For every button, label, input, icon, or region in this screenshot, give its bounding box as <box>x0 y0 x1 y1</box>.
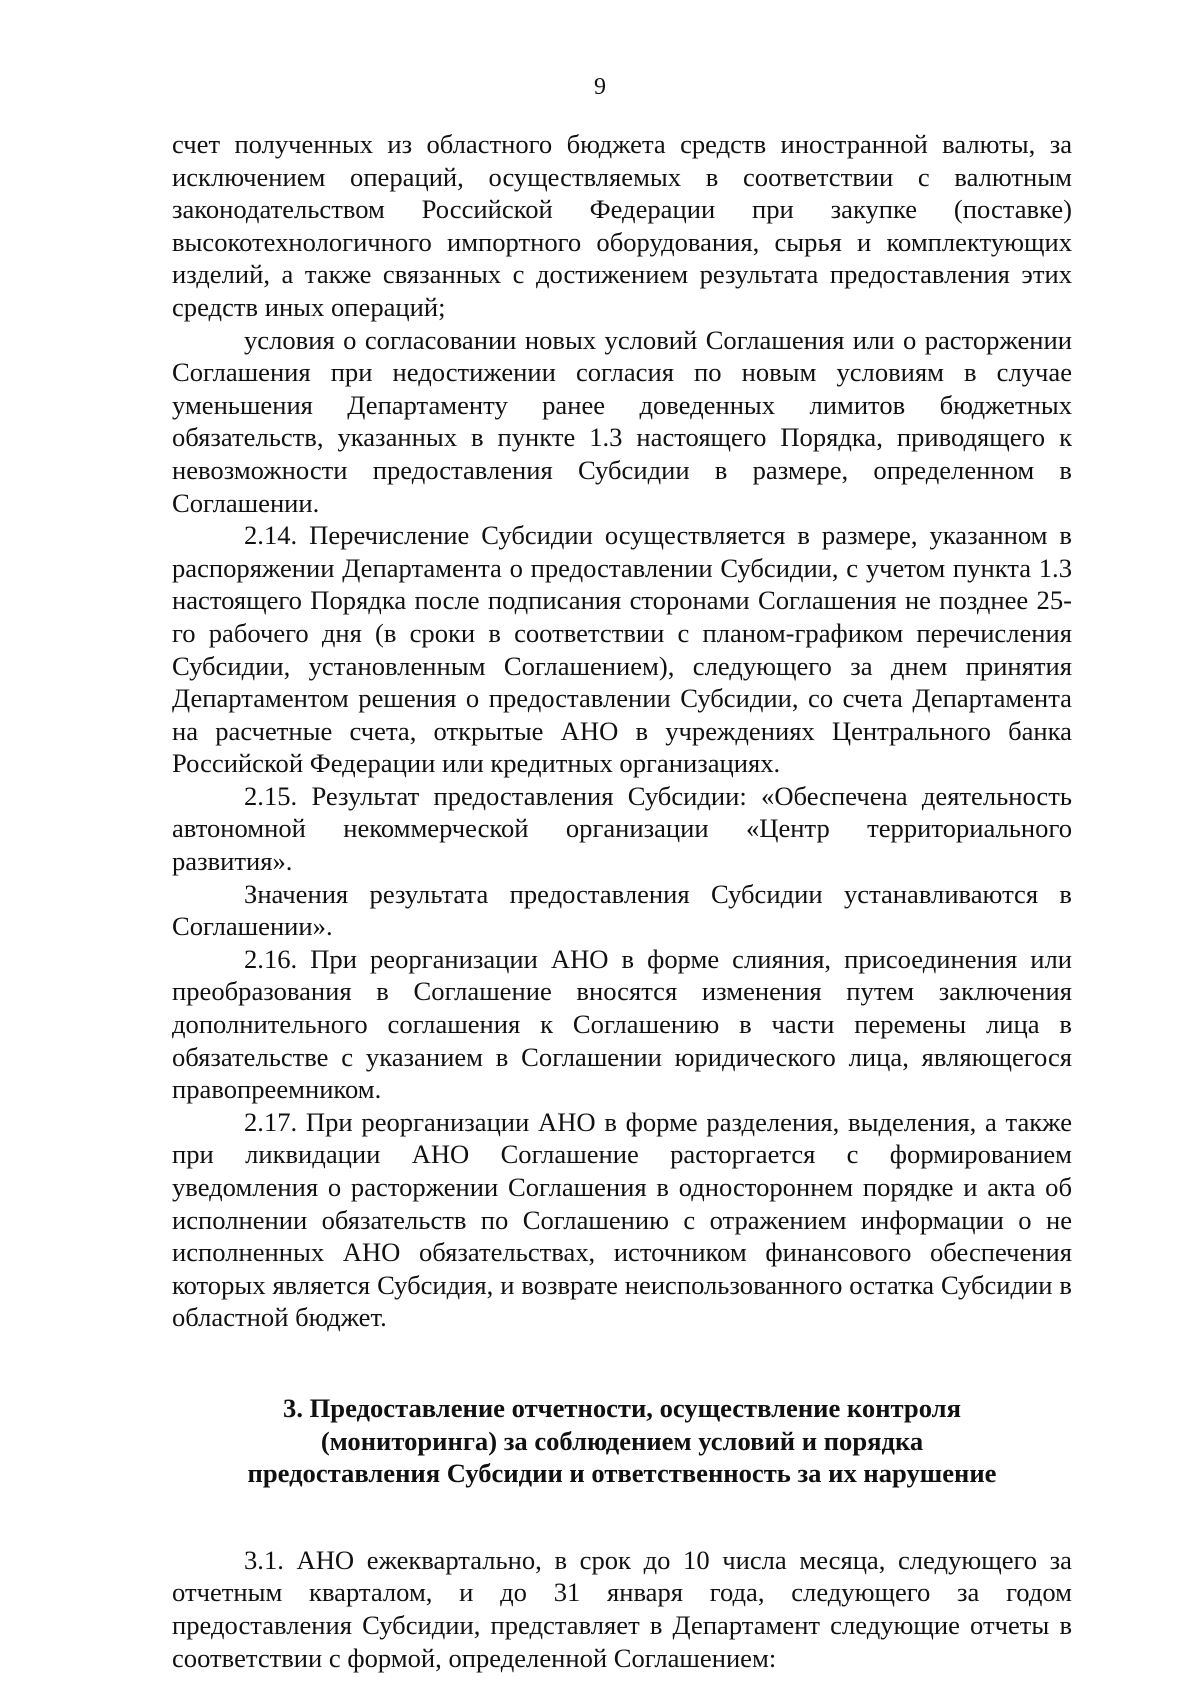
paragraph-2-14: 2.14. Перечисление Субсидии осуществляется в размере, указанном в распоряжении Департамента о предоставлении Субсидии, с учетом пункта 1.3 настоящего Порядка после подписания сторонами Соглашения не позднее 25-го рабочего дня (в сроки в соответствии с планом-графиком перечисления Субсидии, установленным Соглашением), следующего за днем принятия Департаментом решения о предоставлении Субсидии, со счета Департамента на расчетные счета, открытые АНО в учреждениях Центрального банка Российской Федерации или кредитных организациях. <box>172 520 1072 779</box>
paragraph-3-1: 3.1. АНО ежеквартально, в срок до 10 числа месяца, следующего за отчетным кварталом, и до 31 января года, следующего за годом предоставления Субсидии, представляет в Департамент следующие отчеты в соответствии с формой, определенной Соглашением: <box>172 1544 1072 1673</box>
paragraph-agreement-conditions: условия о согласовании новых условий Соглашения или о расторжении Соглашения при недостижении согласия по новым условиям в случае уменьшения Департаменту ранее доведенных лимитов бюджетных обязательств, указанных в пункте 1.3 настоящего Порядка, приводящего к невозможности предоставления Субсидии в размере, определенном в Соглашении. <box>172 324 1072 518</box>
document-body <box>172 128 1072 1674</box>
paragraph-foreign-currency: счет полученных из областного бюджета средств иностранной валюты, за исключением операций, осуществляемых в соответствии с валютным законодательством Российской Федерации при закупке (поставке) высокотехнологичного импортного оборудования, сырья и комплектующих изделий, а также связанных с достижением результата предоставления этих средств иных операций; <box>172 129 1072 322</box>
section-heading <box>172 1392 1072 1490</box>
paragraph-result-values: Значения результата предоставления Субсидии устанавливаются в Соглашении». <box>172 878 1072 942</box>
paragraph-2-17: 2.17. При реорганизации АНО в форме разделения, выделения, а также при ликвидации АНО Соглашение расторгается с формированием уведомления о расторжении Соглашения в одностороннем порядке и акта об исполнении обязательств по Соглашению с отражением информации о не исполненных АНО обязательствах, источником финансового обеспечения которых является Субсидия, и возврате неиспользованного остатка Субсидии в областной бюджет. <box>172 1106 1072 1333</box>
paragraph-2-15: 2.15. Результат предоставления Субсидии: «Обеспечена деятельность автономной некоммерческой организации «Центр территориального развития». <box>172 780 1072 877</box>
page-number: 9 <box>594 74 606 100</box>
paragraph-2-16: 2.16. При реорганизации АНО в форме слияния, присоединения или преобразования в Соглашение вносятся изменения путем заключения дополнительного соглашения к Соглашению в части перемены лица в обязательстве с указанием в Соглашении юридического лица, являющегося правопреемником. <box>172 943 1072 1105</box>
section-heading-line: (мониторинга) за соблюдением условий и порядка <box>320 1425 924 1456</box>
section-heading-line: 3. Предоставление отчетности, осуществление контроля <box>283 1392 961 1423</box>
section-heading-line: предоставления Субсидии и ответственность за их нарушение <box>247 1458 997 1489</box>
